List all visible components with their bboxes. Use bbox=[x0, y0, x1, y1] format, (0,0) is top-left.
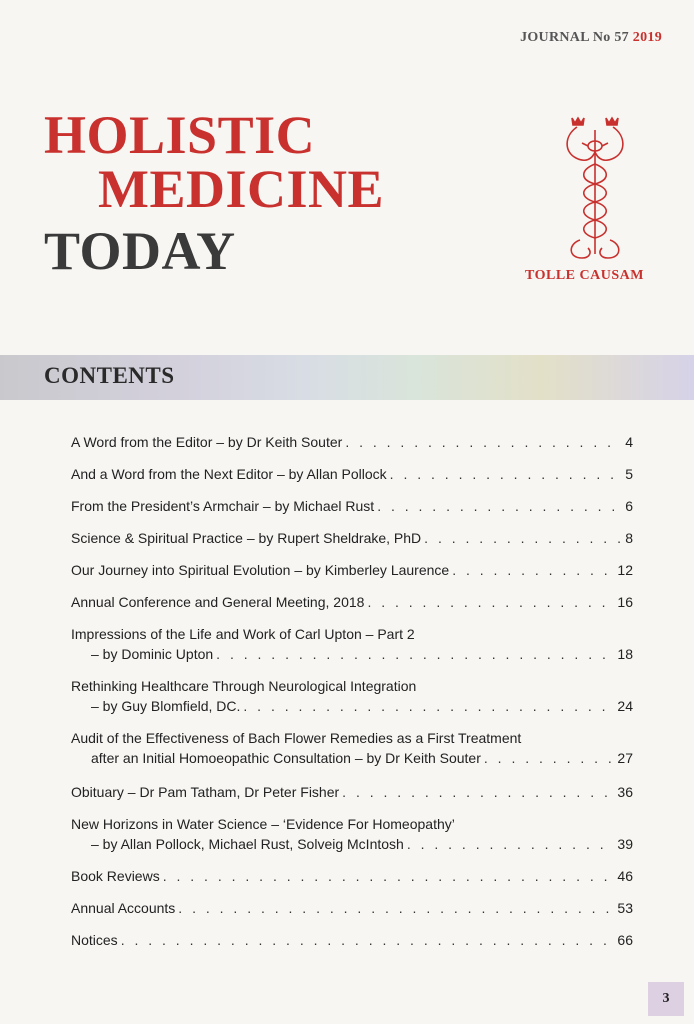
toc-page-number: 36 bbox=[617, 784, 633, 800]
dot-leader bbox=[424, 528, 622, 548]
toc-page-number: 66 bbox=[617, 932, 633, 948]
toc-entry[interactable] bbox=[71, 782, 633, 802]
toc-entry[interactable] bbox=[71, 528, 633, 548]
toc-entry[interactable] bbox=[71, 728, 633, 768]
toc-entry-title: Annual Accounts bbox=[71, 900, 176, 916]
toc-entry[interactable] bbox=[71, 496, 633, 516]
toc-entry[interactable] bbox=[71, 898, 633, 918]
dot-leader bbox=[377, 496, 622, 516]
title-medicine: MEDICINE bbox=[98, 159, 385, 219]
caduceus-emblem-icon bbox=[560, 112, 630, 264]
toc-page-number: 39 bbox=[617, 836, 633, 852]
contents-banner bbox=[0, 355, 694, 400]
journal-issue bbox=[520, 30, 662, 46]
toc-entry[interactable] bbox=[71, 930, 633, 950]
title-today: TODAY bbox=[44, 221, 236, 281]
toc-page-number: 4 bbox=[625, 434, 633, 450]
dot-leader bbox=[342, 782, 614, 802]
toc-entry[interactable] bbox=[71, 592, 633, 612]
toc-entry-byline: – by Guy Blomfield, DC. bbox=[91, 698, 241, 714]
toc-entry-title: New Horizons in Water Science – ‘Evidence For Homeopathy’ bbox=[71, 816, 455, 832]
toc-page-number: 6 bbox=[625, 498, 633, 514]
toc-page-number: 5 bbox=[625, 466, 633, 482]
dot-leader bbox=[407, 834, 615, 854]
toc-entry-title: Impressions of the Life and Work of Carl Upton – Part 2 bbox=[71, 626, 415, 642]
toc-entry-title: Notices bbox=[71, 932, 118, 948]
dot-leader bbox=[163, 866, 615, 886]
toc-page-number: 46 bbox=[617, 868, 633, 884]
toc-entry-byline: – by Dominic Upton bbox=[91, 646, 214, 662]
dot-leader bbox=[121, 930, 615, 950]
dot-leader bbox=[367, 592, 614, 612]
motto: TOLLE CAUSAM bbox=[525, 268, 644, 283]
toc-entry[interactable] bbox=[71, 676, 633, 716]
toc-entry-byline: after an Initial Homoeopathic Consultation – by Dr Keith Souter bbox=[91, 750, 481, 766]
toc-entry-title: Audit of the Effectiveness of Bach Flower Remedies as a First Treatment bbox=[71, 730, 522, 746]
toc-entry-byline: – by Allan Pollock, Michael Rust, Solveig McIntosh bbox=[91, 836, 404, 852]
toc-page-number: 27 bbox=[617, 750, 633, 766]
toc-entry[interactable] bbox=[71, 624, 633, 664]
toc-page-number: 18 bbox=[617, 646, 633, 662]
contents-heading: CONTENTS bbox=[44, 363, 175, 388]
dot-leader bbox=[178, 898, 614, 918]
title-holistic: HOLISTIC bbox=[44, 105, 316, 165]
dot-leader bbox=[243, 696, 614, 716]
toc-entry-title: And a Word from the Next Editor – by Allan Pollock bbox=[71, 466, 387, 482]
toc-page-number: 53 bbox=[617, 900, 633, 916]
dot-leader bbox=[345, 432, 622, 452]
toc-page-number: 24 bbox=[617, 698, 633, 714]
toc-entry-title: Our Journey into Spiritual Evolution – by Kimberley Laurence bbox=[71, 562, 450, 578]
toc-entry[interactable] bbox=[71, 464, 633, 484]
journal-year: 2019 bbox=[632, 30, 662, 45]
toc-entry[interactable] bbox=[71, 432, 633, 452]
toc-entry-title: From the President’s Armchair – by Michael Rust bbox=[71, 498, 375, 514]
toc-entry-title: Book Reviews bbox=[71, 868, 160, 884]
dot-leader bbox=[390, 464, 623, 484]
toc-entry[interactable] bbox=[71, 814, 633, 854]
toc-entry-title: A Word from the Editor – by Dr Keith Souter bbox=[71, 434, 343, 450]
toc-page-number: 12 bbox=[617, 562, 633, 578]
toc-entry-title: Obituary – Dr Pam Tatham, Dr Peter Fisher bbox=[71, 784, 340, 800]
toc-entry[interactable] bbox=[71, 560, 633, 580]
toc-entry-title: Annual Conference and General Meeting, 2018 bbox=[71, 594, 365, 610]
toc-entry-title: Rethinking Healthcare Through Neurological Integration bbox=[71, 678, 417, 694]
toc-page-number: 16 bbox=[617, 594, 633, 610]
toc-entry[interactable] bbox=[71, 866, 633, 886]
toc-entry-title: Science & Spiritual Practice – by Rupert Sheldrake, PhD bbox=[71, 530, 422, 546]
dot-leader bbox=[216, 644, 614, 664]
journal-number: JOURNAL No 57 bbox=[520, 30, 629, 45]
page-number: 3 bbox=[648, 982, 684, 1016]
toc-page-number: 8 bbox=[625, 530, 633, 546]
dot-leader bbox=[452, 560, 614, 580]
dot-leader bbox=[484, 748, 615, 768]
